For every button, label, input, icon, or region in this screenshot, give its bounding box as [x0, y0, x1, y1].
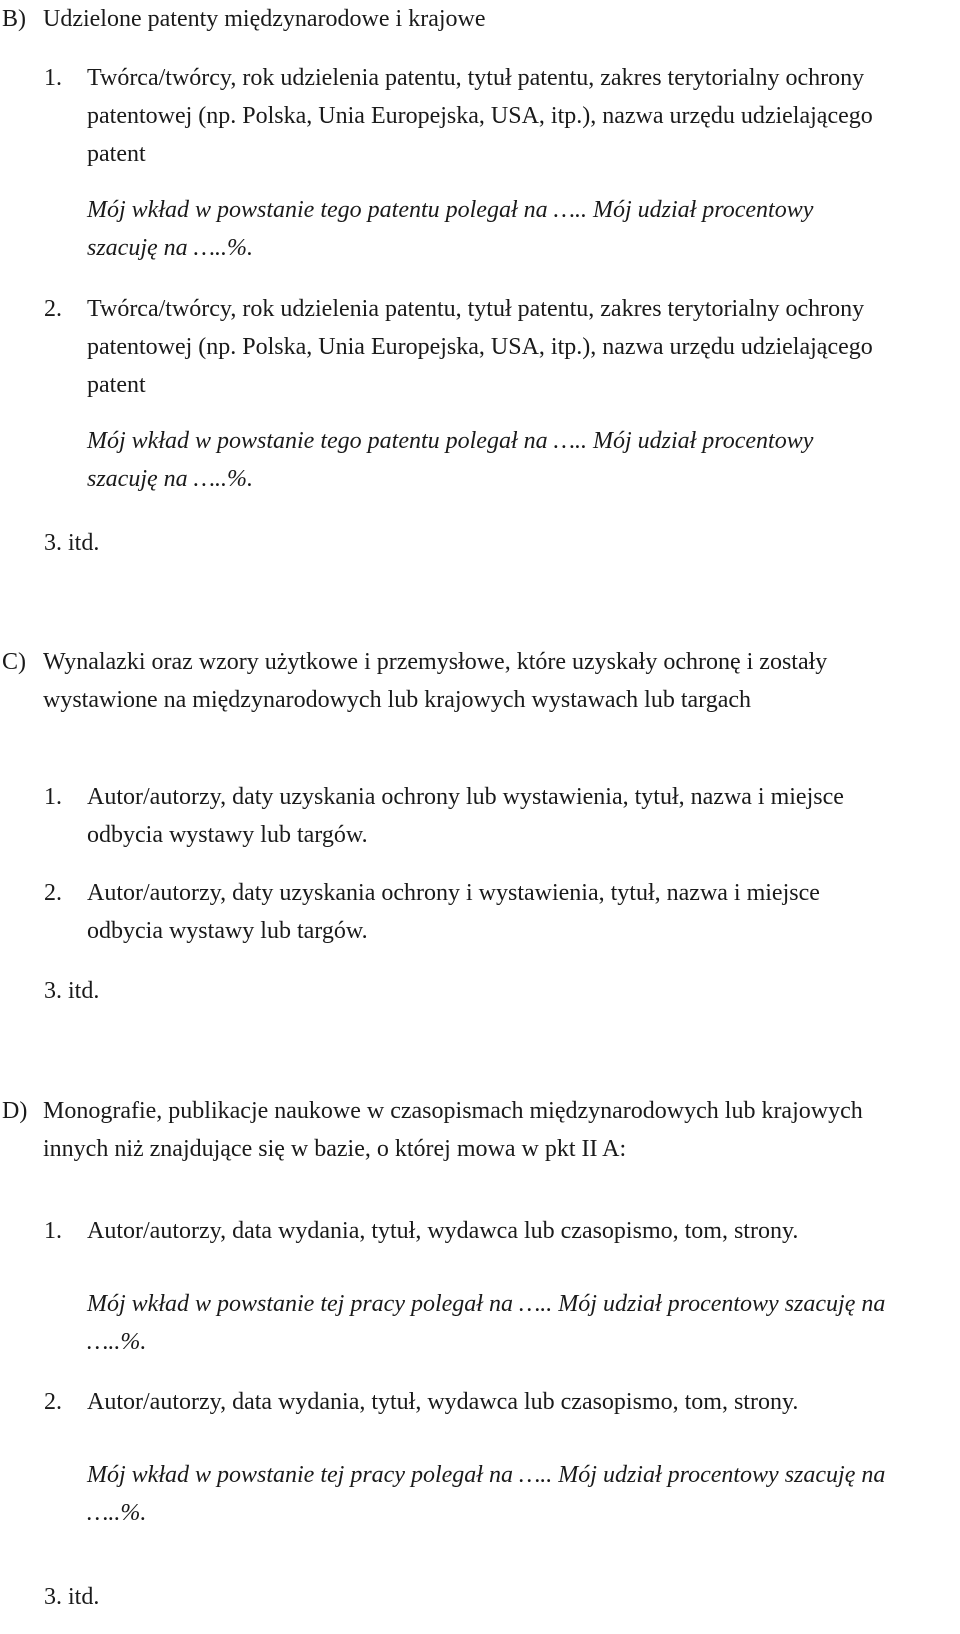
section-b-item-2 — [0, 290, 960, 404]
section-c-item-2 — [0, 874, 960, 950]
item-number: 1. — [44, 65, 62, 91]
item-text: Autor/autorzy, data wydania, tytuł, wydawca lub czasopismo, tom, strony. — [87, 1389, 799, 1415]
item-text: Autor/autorzy, data wydania, tytuł, wydawca lub czasopismo, tom, strony. — [87, 1218, 799, 1244]
item-text: Twórca/twórcy, rok udzielenia patentu, tytuł patentu, zakres terytorialny ochrony patentowej (np. Polska, Unia Europejska, USA, itp.), nazwa urzędu udzielającego patent — [87, 296, 873, 398]
section-b-letter: B) — [2, 6, 26, 32]
section-b-item-1 — [0, 59, 960, 173]
item-number: 2. — [44, 880, 62, 906]
section-b — [0, 0, 960, 38]
section-d-item-2 — [0, 1383, 960, 1421]
item-text: Autor/autorzy, daty uzyskania ochrony i wystawienia, tytuł, nazwa i miejsce odbycia wystawy lub targów. — [87, 880, 820, 944]
section-d — [0, 1092, 960, 1168]
section-c — [0, 643, 960, 719]
section-b-item-1-contribution: Mój wkład w powstanie tego patentu polegał na ….. Mój udział procentowy szacuję na …..%. — [87, 197, 814, 261]
section-c-etc: 3. itd. — [44, 978, 100, 1004]
section-c-item-1 — [0, 778, 960, 854]
section-b-title: Udzielone patenty międzynarodowe i krajowe — [43, 6, 486, 32]
section-c-letter: C) — [2, 649, 26, 675]
item-text: Autor/autorzy, daty uzyskania ochrony lub wystawienia, tytuł, nazwa i miejsce odbycia wystawy lub targów. — [87, 784, 844, 848]
section-d-etc: 3. itd. — [44, 1584, 100, 1610]
section-b-heading — [0, 0, 960, 38]
section-d-item-2-contribution: Mój wkład w powstanie tej pracy polegał na ….. Mój udział procentowy szacuję na …..%. — [87, 1462, 886, 1526]
section-d-heading — [0, 1092, 960, 1168]
section-d-title: Monografie, publikacje naukowe w czasopismach międzynarodowych lub krajowych innych niż znajdujące się w bazie, o której mowa w pkt II A: — [43, 1098, 863, 1162]
section-d-item-1-contribution: Mój wkład w powstanie tej pracy polegał na ….. Mój udział procentowy szacuję na …..%. — [87, 1291, 886, 1355]
section-d-letter: D) — [2, 1098, 28, 1124]
section-d-item-1 — [0, 1212, 960, 1250]
item-number: 1. — [44, 784, 62, 810]
section-c-title: Wynalazki oraz wzory użytkowe i przemysłowe, które uzyskały ochronę i zostały wystawione na międzynarodowych lub krajowych wystawach lub targach — [43, 649, 828, 713]
item-number: 2. — [44, 296, 62, 322]
section-c-heading — [0, 643, 960, 719]
item-text: Twórca/twórcy, rok udzielenia patentu, tytuł patentu, zakres terytorialny ochrony patentowej (np. Polska, Unia Europejska, USA, itp.), nazwa urzędu udzielającego patent — [87, 65, 873, 167]
section-b-etc: 3. itd. — [44, 530, 100, 556]
section-b-item-2-contribution: Mój wkład w powstanie tego patentu polegał na ….. Mój udział procentowy szacuję na …..%. — [87, 428, 814, 492]
item-number: 1. — [44, 1218, 62, 1244]
item-number: 2. — [44, 1389, 62, 1415]
